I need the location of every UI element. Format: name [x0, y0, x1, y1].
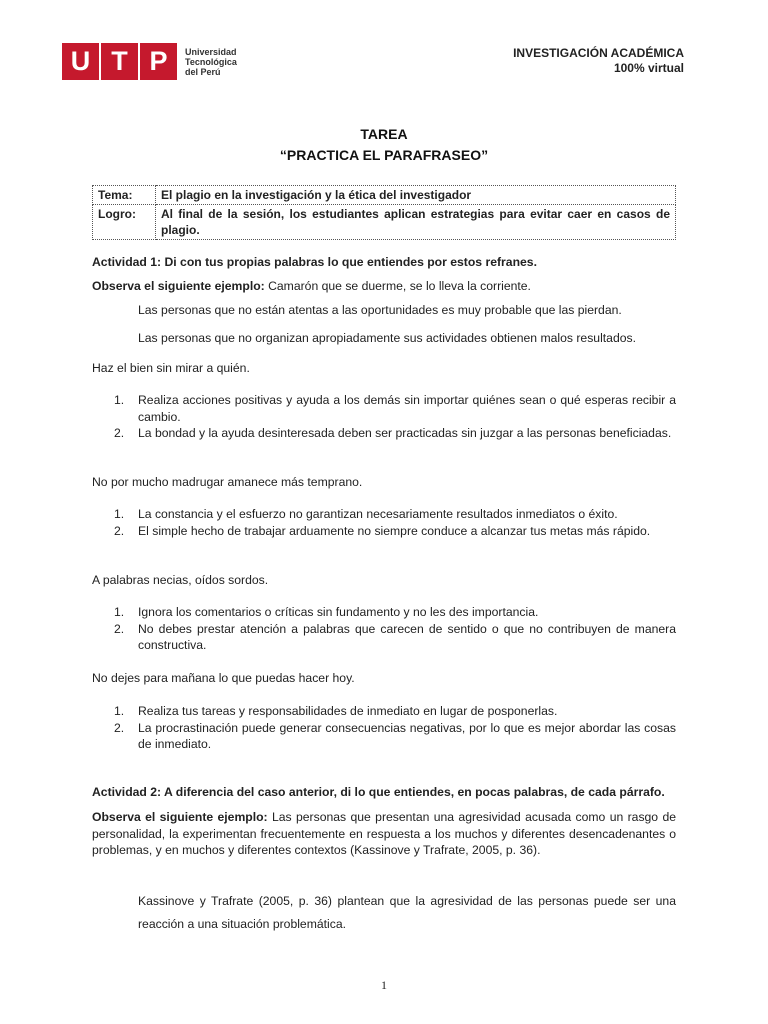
header-right	[513, 46, 684, 76]
saying-text: Haz el bien sin mirar a quién.	[92, 361, 250, 375]
list-item: 2. La procrastinación puede generar consecuencias negativas, por lo que es mejor abordar las cosas de inmediato.	[114, 720, 676, 751]
list-item: 2. La bondad y la ayuda desinteresada deben ser practicadas sin juzgar a las personas beneficiadas.	[114, 426, 672, 440]
list-item	[114, 330, 676, 347]
list-item: 2. No debes prestar atención a palabras que carecen de sentido o que no contribuyen de manera constructiva.	[114, 621, 676, 652]
logo-letter-u: U	[62, 43, 99, 80]
doc-subtitle: “PRACTICA EL PARAFRASEO”	[279, 147, 489, 163]
logo-text-line: del Perú	[185, 66, 221, 77]
logo-text-line: Tecnológica	[185, 56, 237, 67]
list-item: 2. El simple hecho de trabajar arduamente no siempre conduce a alcanzar tus metas más rápido.	[114, 523, 651, 538]
activity1-example	[92, 278, 676, 295]
logo-text-line: Universidad	[185, 46, 237, 57]
list-item-text: La procrastinación puede generar consecuencias negativas, por lo que es mejor abordar las cosas de inmediato.	[138, 720, 676, 751]
bullet-text: Kassinove y Trafrate (2005, p. 36) plantean que la agresividad de las personas puede ser una reacción a una situación problemática.	[138, 894, 676, 931]
list-item: 1. Realiza acciones positivas y ayuda a los demás sin importar quiénes sean o qué esperas recibir a cambio.	[114, 393, 676, 424]
saying-list	[114, 604, 676, 654]
list-item: 1. Realiza tus tareas y responsabilidades de inmediato en lugar de posponerlas.	[114, 704, 558, 718]
example-text: Camarón que se duerme, se lo lleva la corriente.	[264, 279, 531, 293]
list-item-text: No debes prestar atención a palabras que carecen de sentido o que no contribuyen de manera constructiva.	[138, 621, 676, 652]
page-number: 1	[381, 978, 387, 992]
department-label: INVESTIGACIÓN ACADÉMICA	[513, 46, 684, 60]
tema-row	[93, 186, 676, 205]
example-text: Las personas que presentan una agresividad acusada como un rasgo de personalidad, la experimentan frecuentemente en respuesta a los muchos y diferentes desencadenantes o problemas, y en muchos y diferentes contextos (Kassinove y Trafrate, 2005, p. 36).	[92, 810, 676, 857]
list-item-text: Realiza acciones positivas y ayuda a los demás sin importar quiénes sean o qué esperas recibir a cambio.	[138, 393, 676, 424]
list-item: 1. Ignora los comentarios o críticas sin fundamento y no les des importancia.	[114, 605, 539, 619]
saying-list	[114, 392, 676, 442]
activity2-example	[92, 809, 676, 859]
activity1-heading: Actividad 1: Di con tus propias palabras lo que entiendes por estos refranes.	[92, 255, 537, 269]
bullet-text: Las personas que no organizan apropiadamente sus actividades obtienen malos resultados.	[138, 331, 636, 345]
list-item	[114, 302, 676, 319]
list-item-text: El simple hecho de trabajar arduamente no siempre conduce a alcanzar tus metas más rápido.	[138, 523, 651, 538]
bullet-text: Las personas que no están atentas a las oportunidades es muy probable que las pierdan.	[138, 303, 622, 317]
mode-label: 100% virtual	[613, 61, 684, 75]
saying-text: No por mucho madrugar amanece más temprano.	[92, 475, 363, 489]
info-table	[92, 185, 676, 240]
doc-title: TAREA	[360, 126, 408, 142]
logro-value: Al final de la sesión, los estudiantes aplican estrategias para evitar caer en casos de plagio.	[156, 205, 676, 240]
example-label: Observa el siguiente ejemplo:	[92, 279, 265, 293]
list-item-text: Realiza tus tareas y responsabilidades de inmediato en lugar de posponerlas.	[138, 704, 558, 718]
logo-text	[185, 47, 260, 77]
utp-logo	[62, 43, 260, 80]
saying-list	[114, 703, 676, 753]
list-item-text: Ignora los comentarios o críticas sin fundamento y no les des importancia.	[138, 605, 539, 619]
logo-letter-t: T	[101, 43, 138, 80]
example-label: Observa el siguiente ejemplo:	[92, 810, 268, 824]
logo-letter-p: P	[140, 43, 177, 80]
saying-list	[114, 506, 676, 539]
activity2-heading: Actividad 2: A diferencia del caso anterior, di lo que entiendes, en pocas palabras, de cada párrafo.	[92, 785, 665, 799]
saying-text: A palabras necias, oídos sordos.	[92, 573, 269, 587]
tema-value: El plagio en la investigación y la ética del investigador	[156, 186, 676, 205]
list-item: 1. La constancia y el esfuerzo no garantizan necesariamente resultados inmediatos o éxito.	[114, 507, 618, 521]
list-item	[114, 890, 676, 936]
list-item-text: La bondad y la ayuda desinteresada deben ser practicadas sin juzgar a las personas beneficiadas.	[138, 426, 672, 440]
saying-text: No dejes para mañana lo que puedas hacer hoy.	[92, 671, 355, 685]
list-item-text: La constancia y el esfuerzo no garantizan necesariamente resultados inmediatos o éxito.	[138, 507, 618, 521]
tema-label: Tema:	[93, 186, 156, 205]
logro-label: Logro:	[93, 205, 156, 240]
logro-row	[93, 205, 676, 240]
